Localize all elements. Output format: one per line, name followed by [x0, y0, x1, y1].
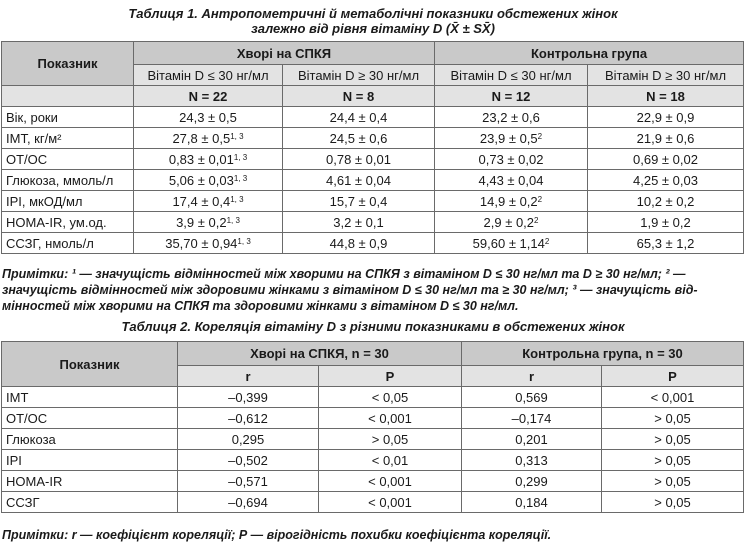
table1-notes-line: мінностей між хворими на СПКЯ та здоровими жінками з вітаміном D ≤ 30 нг/мл.: [2, 299, 519, 313]
cell-value: 0,78 ± 0,01: [326, 151, 391, 167]
table-cell: < 0,001: [602, 387, 744, 408]
table-cell: [134, 212, 283, 233]
row-label: ІРІ: [2, 450, 178, 471]
significance-marker: 2: [534, 215, 539, 225]
table1-subheader: Вітамін D ≤ 30 нг/мл: [134, 65, 283, 86]
table2-header-control: Контрольна група, n = 30: [462, 342, 744, 366]
row-label: НОМА-IR: [2, 471, 178, 492]
row-label: НОМА-IR, ум.од.: [2, 212, 134, 233]
cell-value: 14,9 ± 0,2: [479, 193, 538, 209]
table-cell: [588, 170, 744, 191]
row-label: ІРІ, мкОД/мл: [2, 191, 134, 212]
table1-subheader: Вітамін D ≥ 30 нг/мл: [283, 65, 435, 86]
table-cell: < 0,001: [319, 492, 462, 513]
cell-value: 10,2 ± 0,2: [636, 193, 695, 209]
table1-caption: [0, 6, 746, 36]
table2-subheader: P: [602, 366, 744, 387]
table1-caption-line1: Таблиця 1. Антропометричні й метаболічні показники обстежених жінок: [128, 6, 618, 21]
table-cell: [588, 107, 744, 128]
table1-subheader: Вітамін D ≤ 30 нг/мл: [435, 65, 588, 86]
table-cell: > 0,05: [602, 408, 744, 429]
table-cell: > 0,05: [602, 429, 744, 450]
table-cell: 0,299: [462, 471, 602, 492]
table-cell: [134, 170, 283, 191]
table-cell: –0,571: [178, 471, 319, 492]
table-row: [2, 128, 744, 149]
table1-header-control: Контрольна група: [435, 42, 744, 65]
table-cell: [283, 149, 435, 170]
cell-value: 17,4 ± 0,4: [172, 193, 231, 209]
table-cell: [283, 128, 435, 149]
significance-marker: 2: [537, 131, 543, 141]
table-cell: [134, 107, 283, 128]
significance-marker: 1, 3: [226, 215, 240, 225]
table-cell: < 0,001: [319, 408, 462, 429]
table-cell: [134, 191, 283, 212]
row-label: Глюкоза: [2, 429, 178, 450]
table-cell: [435, 149, 588, 170]
table2-notes: Примітки: r — коефіцієнт кореляції; Р — вірогідність похибки коефіцієнта кореляції.: [2, 528, 552, 542]
table2-subheader: P: [319, 366, 462, 387]
table-row: [2, 408, 744, 429]
table-cell: 0,184: [462, 492, 602, 513]
table-cell: [134, 128, 283, 149]
table-cell: [588, 191, 744, 212]
row-label: ІМТ: [2, 387, 178, 408]
row-label: ССЗГ: [2, 492, 178, 513]
cell-value: 1,9 ± 0,2: [640, 214, 691, 230]
cell-value: 24,5 ± 0,6: [329, 130, 388, 146]
table-row: [2, 149, 744, 170]
table1-header-patients: Хворі на СПКЯ: [134, 42, 435, 65]
table-cell: –0,502: [178, 450, 319, 471]
cell-value: 4,61 ± 0,04: [326, 172, 391, 188]
cell-value: 4,25 ± 0,03: [633, 172, 698, 188]
cell-value: 27,8 ± 0,5: [172, 130, 231, 146]
table-cell: [435, 233, 588, 254]
table1-n-value: N = 18: [588, 86, 744, 107]
table2-subheader: r: [462, 366, 602, 387]
table2-subheader: r: [178, 366, 319, 387]
row-label: ІМТ, кг/м²: [2, 128, 134, 149]
table-cell: < 0,001: [319, 471, 462, 492]
significance-marker: 1, 3: [237, 236, 251, 246]
table-row: [2, 191, 744, 212]
table-cell: 0,569: [462, 387, 602, 408]
table-cell: > 0,05: [602, 450, 744, 471]
table-cell: 0,201: [462, 429, 602, 450]
table1: [1, 41, 744, 254]
cell-value: 65,3 ± 1,2: [636, 235, 695, 251]
table-row: [2, 233, 744, 254]
table-cell: [588, 212, 744, 233]
table1-n-value: N = 22: [134, 86, 283, 107]
row-label: ОТ/ОС: [2, 149, 134, 170]
table-cell: [588, 149, 744, 170]
table-row: [2, 170, 744, 191]
table-row: [2, 450, 744, 471]
table1-n-value: N = 8: [283, 86, 435, 107]
cell-value: 44,8 ± 0,9: [329, 235, 388, 251]
table1-caption-line2: залежно від рівня вітаміну D (X̄ ± SX̄): [251, 21, 495, 36]
table-cell: [588, 233, 744, 254]
table-row: [2, 107, 744, 128]
significance-marker: 2: [537, 194, 543, 204]
cell-value: 24,4 ± 0,4: [329, 109, 388, 125]
table-cell: [435, 212, 588, 233]
table-row: [2, 471, 744, 492]
table2: [1, 341, 744, 513]
table-cell: < 0,05: [319, 387, 462, 408]
significance-marker: 1, 3: [230, 194, 244, 204]
cell-value: 21,9 ± 0,6: [636, 130, 695, 146]
table-row: [2, 492, 744, 513]
significance-marker: 2: [544, 236, 550, 246]
cell-value: 0,69 ± 0,02: [633, 151, 698, 167]
row-label: Глюкоза, ммоль/л: [2, 170, 134, 191]
cell-value: 3,9 ± 0,2: [176, 214, 227, 230]
table-cell: > 0,05: [602, 471, 744, 492]
table1-notes-line: значущість відмінностей між здоровими жінками з вітаміном D ≤ 30 нг/мл та ≥ 30 нг/мл; ³ — значущість від-: [2, 283, 698, 297]
cell-value: 0,73 ± 0,02: [478, 151, 544, 167]
significance-marker: 1, 3: [233, 152, 248, 162]
cell-value: 59,60 ± 1,14: [472, 235, 545, 251]
table-cell: [435, 191, 588, 212]
table-cell: < 0,01: [319, 450, 462, 471]
cell-value: 35,70 ± 0,94: [165, 235, 238, 251]
table-row: [2, 387, 744, 408]
table1-notes: [2, 266, 742, 314]
table-cell: [283, 212, 435, 233]
table-row: [2, 429, 744, 450]
table-cell: –0,694: [178, 492, 319, 513]
table-cell: –0,399: [178, 387, 319, 408]
table-cell: [134, 233, 283, 254]
table-cell: –0,612: [178, 408, 319, 429]
cell-value: 22,9 ± 0,9: [636, 109, 695, 125]
table-cell: [134, 149, 283, 170]
row-label: ССЗГ, нмоль/л: [2, 233, 134, 254]
cell-value: 5,06 ± 0,03: [168, 172, 234, 188]
cell-value: 23,9 ± 0,5: [479, 130, 538, 146]
table-cell: [435, 128, 588, 149]
table-cell: [283, 233, 435, 254]
table1-subheader: Вітамін D ≥ 30 нг/мл: [588, 65, 744, 86]
table1-notes-line: Примітки: ¹ — значущість відмінностей між хворими на СПКЯ з вітаміном D ≤ 30 нг/мл та D ≥ 30 нг/мл; ² —: [2, 267, 686, 281]
row-label: Вік, роки: [2, 107, 134, 128]
table-row: [2, 212, 744, 233]
table2-header-indicator: Показник: [2, 342, 178, 387]
significance-marker: 1, 3: [230, 131, 244, 141]
table-cell: 0,295: [178, 429, 319, 450]
table-cell: [435, 107, 588, 128]
table-cell: [435, 170, 588, 191]
table1-n-value: N = 12: [435, 86, 588, 107]
row-label: ОТ/ОС: [2, 408, 178, 429]
table1-header-indicator: Показник: [2, 42, 134, 86]
significance-marker: 1, 3: [233, 173, 248, 183]
table2-header-patients: Хворі на СПКЯ, n = 30: [178, 342, 462, 366]
table1-n-label-cell: [2, 86, 134, 107]
table-cell: [283, 191, 435, 212]
table-cell: [283, 107, 435, 128]
table-cell: 0,313: [462, 450, 602, 471]
cell-value: 23,2 ± 0,6: [482, 109, 540, 125]
cell-value: 15,7 ± 0,4: [329, 193, 388, 209]
table2-caption: Таблиця 2. Кореляція вітаміну D з різними показниками в обстежених жінок: [121, 319, 625, 334]
cell-value: 0,83 ± 0,01: [168, 151, 234, 167]
cell-value: 3,2 ± 0,1: [333, 214, 384, 230]
table-cell: –0,174: [462, 408, 602, 429]
cell-value: 4,43 ± 0,04: [478, 172, 544, 188]
table-cell: [588, 128, 744, 149]
table-cell: > 0,05: [602, 492, 744, 513]
cell-value: 2,9 ± 0,2: [483, 214, 535, 230]
table-cell: [283, 170, 435, 191]
cell-value: 24,3 ± 0,5: [179, 109, 237, 125]
table-cell: > 0,05: [319, 429, 462, 450]
